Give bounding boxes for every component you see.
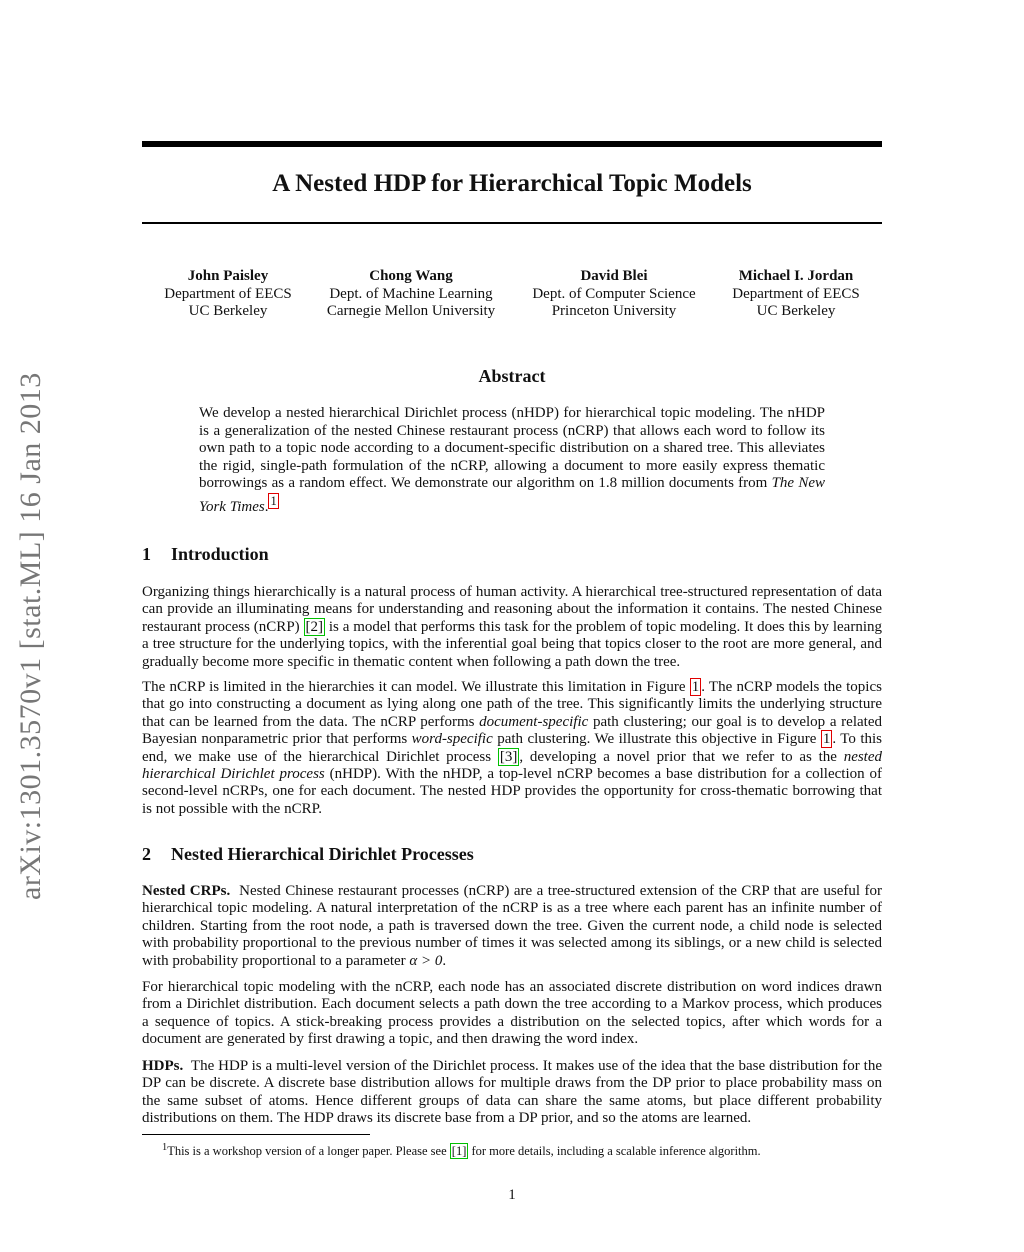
author-inst: Carnegie Mellon University [326,303,496,319]
text-run: is a model that performs this task for the problem of topic modeling. It does this by learning a tree structure for the underlying topics, with the inferential goal being that topics closer to the root are more general, and gradually become more specific in thematic content when following a path down the tree. [142,618,882,670]
abstract-end: . [264,498,269,515]
text-run: path clustering. We illustrate this objective in Figure [492,731,821,748]
citation-link[interactable]: [2] [305,618,323,635]
author-2 [327,268,495,321]
section-number: 1 [142,544,151,564]
figure-link[interactable]: 1 [691,679,700,695]
paper-title: A Nested HDP for Hierarchical Topic Models [272,170,752,197]
author-inst: Princeton University [551,303,677,319]
title-bottom-rule [142,222,882,224]
author-name: David Blei [580,268,648,284]
title-top-rule [142,141,882,147]
text-run: , developing a novel prior that we refer to as the [519,748,844,765]
abstract-heading: Abstract [478,366,546,386]
hdps-paragraph [142,1058,882,1128]
intro-paragraph-2 [142,679,882,818]
author-inst: UC Berkeley [188,303,268,319]
section-heading-nhdp [142,844,474,865]
footnote-link[interactable]: 1 [270,493,277,508]
text-run: Organizing things hierarchically is a natural process of human activity. A hierarchical tree-structured representation of data can provide an illuminating means for understanding and reasoning about the information it contains. The nested Chinese restaurant process (nCRP) [142,584,882,635]
author-name: John Paisley [187,268,269,284]
text-run: The HDP is a multi-level version of the Dirichlet process. It makes use of the idea that the base distribution for the DP can be discrete. A discrete base distribution allows for multiple draws from the DP prior to place probability mass on the same subset of atoms. Hence different groups of data can share the same atoms, but place different probability distributions on them. The HDP draws its discrete base from a DP prior, and so the atoms are learned. [142,1058,883,1127]
text-run: path clustering; our goal is to develop a related Bayesian nonparametric prior that performs [142,713,882,748]
section-number: 2 [142,844,151,864]
italic-run: word-specific [411,731,493,748]
figure-link[interactable]: 1 [822,731,831,748]
author-dept: Dept. of Computer Science [532,285,696,302]
author-inst: UC Berkeley [756,303,836,319]
author-1 [164,268,291,321]
abstract-italic: The New York Times [199,475,825,515]
author-dept: Dept. of Machine Learning [329,285,493,302]
italic-run: nested hierarchical Dirichlet process [142,748,883,783]
arxiv-stamp: arXiv:1301.3570v1 [stat.ML] 16 Jan 2013 [14,372,47,900]
author-dept: Department of EECS [732,285,860,302]
text-run: The nCRP is limited in the hierarchies it can model. We illustrate this limitation in Figure [142,679,690,695]
hierarchical-topic-paragraph: For hierarchical topic modeling with the nCRP, each node has an associated discrete distribution on word indices drawn from a Dirichlet distribution. Each document selects a path down the tree according to a Markov process, which produces a sequence of topics. A stick-breaking process provides a distribution on the selected topics, after which words for a document are generated by first drawing a topic, and then drawing the word index. [142,979,882,1048]
math-run: α > 0 [409,952,443,969]
author-name: Chong Wang [369,268,453,284]
text-run: Nested Chinese restaurant processes (nCRP) are a tree-structured extension of the CRP that are useful for hierarchical topic modeling. A natural interpretation of the nCRP is as a tree where each parent has an infinite number of children. Starting from the root node, a path is traversed down the tree. Given the current node, a child node is selected with probability proportional to the previous number of times it was selected among its siblings, or a new child is selected with probability proportional to a parameter [142,883,882,969]
section-heading-introduction [142,544,269,565]
nested-crps-paragraph [142,883,882,970]
citation-link[interactable]: [3] [499,748,518,765]
text-run: This is a workshop version of a longer paper. Please see [167,1144,450,1159]
text-run: (nHDP). With the nHDP, a top-level nCRP becomes a base distribution for a collection of second-level nCRPs, one for each document. The nested HDP provides the opportunity for cross-thematic borrowing that is not possible with the nCRP. [142,766,882,817]
text-run: . The nCRP models the topics that go into constructing a document as lying along one path of the tree. This significantly limits the underlying structure that can be learned from the data. The nCRP performs [142,679,882,730]
author-name: Michael I. Jordan [738,268,854,284]
section-title: Nested Hierarchical Dirichlet Processes [171,844,474,864]
abstract-body: We develop a nested hierarchical Dirichlet process (nHDP) for hierarchical topic modeling. The nHDP is a generalization of the nested Chinese restaurant process (nCRP) that allows each word to follow its own path to a topic node according to a document-specific distribution on a shared tree. This alleviates the rigid, single-path formulation of the nCRP, allowing a document to more easily express thematic borrowings as a random effect. We demonstrate our algorithm on 1.8 million documents from [199,405,825,492]
text-run: for more details, including a scalable inference algorithm. [468,1144,761,1159]
footnote [162,1140,882,1159]
footnote-mark: 1 [162,1142,168,1153]
footnote-rule [142,1134,370,1135]
page-number: 1 [508,1187,516,1203]
intro-paragraph-1 [142,584,882,671]
paragraph-label: HDPs. [142,1058,184,1074]
italic-run: document-specific [479,713,589,730]
paragraph-label: Nested CRPs. [142,883,231,899]
author-3 [532,268,695,321]
author-4 [732,268,859,321]
text-run: . To this end, we make use of the hierarchical Dirichlet process [142,731,882,765]
abstract-text [199,405,825,517]
citation-link[interactable]: [1] [451,1144,467,1159]
text-run: . [442,952,447,969]
author-dept: Department of EECS [164,285,292,302]
section-title: Introduction [171,544,269,564]
